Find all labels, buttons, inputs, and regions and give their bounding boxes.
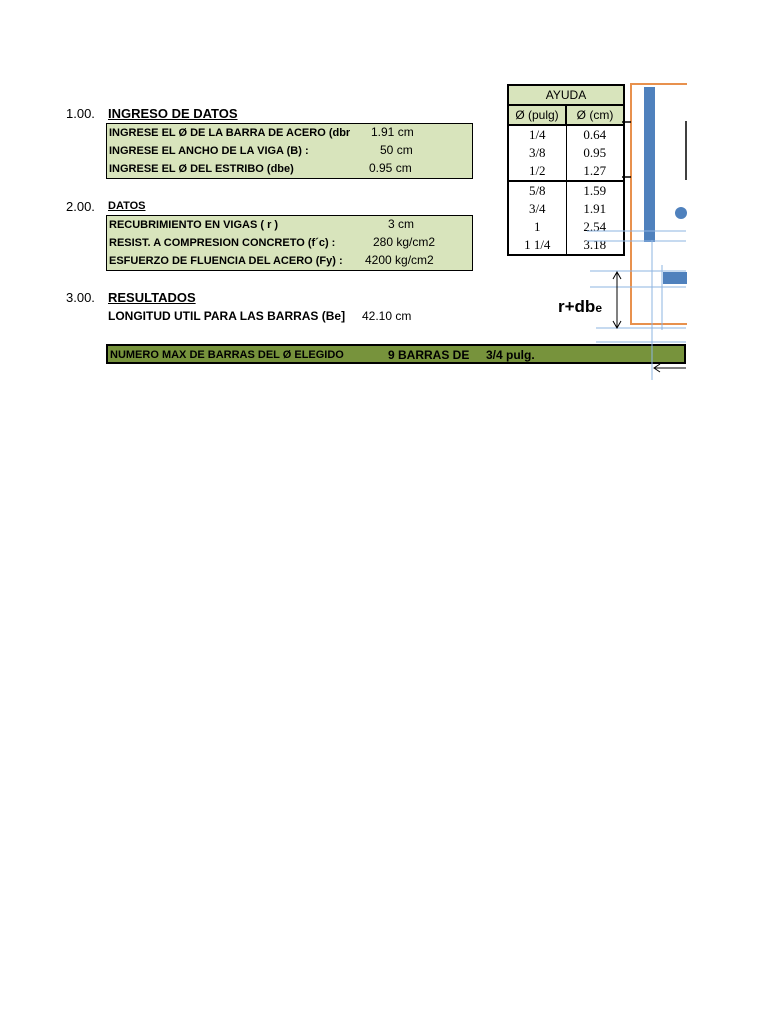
concrete-strength-label: RESIST. A COMPRESION CONCRETO (f´c) :	[109, 237, 336, 249]
ayuda-inch-cell: 1/2	[508, 162, 566, 181]
steel-yield-label: ESFUERZO DE FLUENCIA DEL ACERO (Fy) :	[109, 255, 343, 267]
useful-length-value: 42.10 cm	[362, 309, 412, 323]
ayuda-inch-cell: 1	[508, 218, 566, 236]
ayuda-col-inch: Ø (pulg)	[508, 105, 566, 125]
beam-section-diagram	[0, 0, 768, 400]
ayuda-inch-cell: 3/8	[508, 144, 566, 162]
section1-title: INGRESO DE DATOS	[108, 106, 238, 121]
result-count: 9 BARRAS DE	[388, 348, 470, 362]
stirrup-diameter-value[interactable]: 0.95 cm	[369, 161, 412, 175]
section2-number: 2.00.	[66, 199, 95, 214]
arrow-left-icon	[654, 364, 686, 372]
bar-diameter-label: INGRESE EL Ø DE LA BARRA DE ACERO (dbr	[109, 127, 351, 139]
beam-width-value[interactable]: 50 cm	[380, 143, 413, 157]
ayuda-inch-cell: 1/4	[508, 125, 566, 144]
ayuda-inch-cell: 1 1/4	[508, 236, 566, 255]
result-size: 3/4 pulg.	[486, 348, 535, 362]
ayuda-cm-cell: 2.54	[566, 218, 624, 236]
bar-diameter-value[interactable]: 1.91 cm	[371, 125, 414, 139]
ayuda-title: AYUDA	[508, 85, 624, 105]
ayuda-inch-cell: 5/8	[508, 181, 566, 200]
concrete-strength-value[interactable]: 280 kg/cm2	[373, 235, 436, 249]
ayuda-cm-cell: 1.27	[566, 162, 624, 181]
page-edge-mask	[687, 0, 768, 1024]
section1-number: 1.00.	[66, 106, 95, 121]
dimension-arrow-icon	[613, 272, 621, 328]
bottom-rebar	[663, 272, 689, 284]
steel-yield-value[interactable]: 4200 kg/cm2	[365, 253, 434, 267]
stirrup-diameter-label: INGRESE EL Ø DEL ESTRIBO (dbe)	[109, 163, 294, 175]
ayuda-col-cm: Ø (cm)	[566, 105, 624, 125]
ayuda-inch-cell: 3/4	[508, 200, 566, 218]
section3-title: RESULTADOS	[108, 290, 196, 305]
section3-number: 3.00.	[66, 290, 95, 305]
useful-length-label: LONGITUD UTIL PARA LAS BARRAS (Be]	[108, 309, 346, 323]
stirrup-bar	[644, 87, 655, 242]
ayuda-cm-cell: 0.64	[566, 125, 624, 144]
ayuda-cm-cell: 3.18	[566, 236, 624, 255]
beam-outline	[631, 84, 691, 324]
ayuda-cm-cell: 1.91	[566, 200, 624, 218]
rebar-dot	[675, 207, 687, 219]
section2-title: DATOS	[108, 200, 146, 212]
cover-dimension-label: r+dbe	[558, 297, 602, 316]
beam-width-label: INGRESE EL ANCHO DE LA VIGA (B) :	[109, 145, 309, 157]
cover-value[interactable]: 3 cm	[388, 217, 415, 231]
cover-label: RECUBRIMIENTO EN VIGAS ( r )	[109, 219, 279, 231]
result-label: NUMERO MAX DE BARRAS DEL Ø ELEGIDO	[110, 349, 344, 361]
ayuda-cm-cell: 1.59	[566, 181, 624, 200]
ayuda-cm-cell: 0.95	[566, 144, 624, 162]
